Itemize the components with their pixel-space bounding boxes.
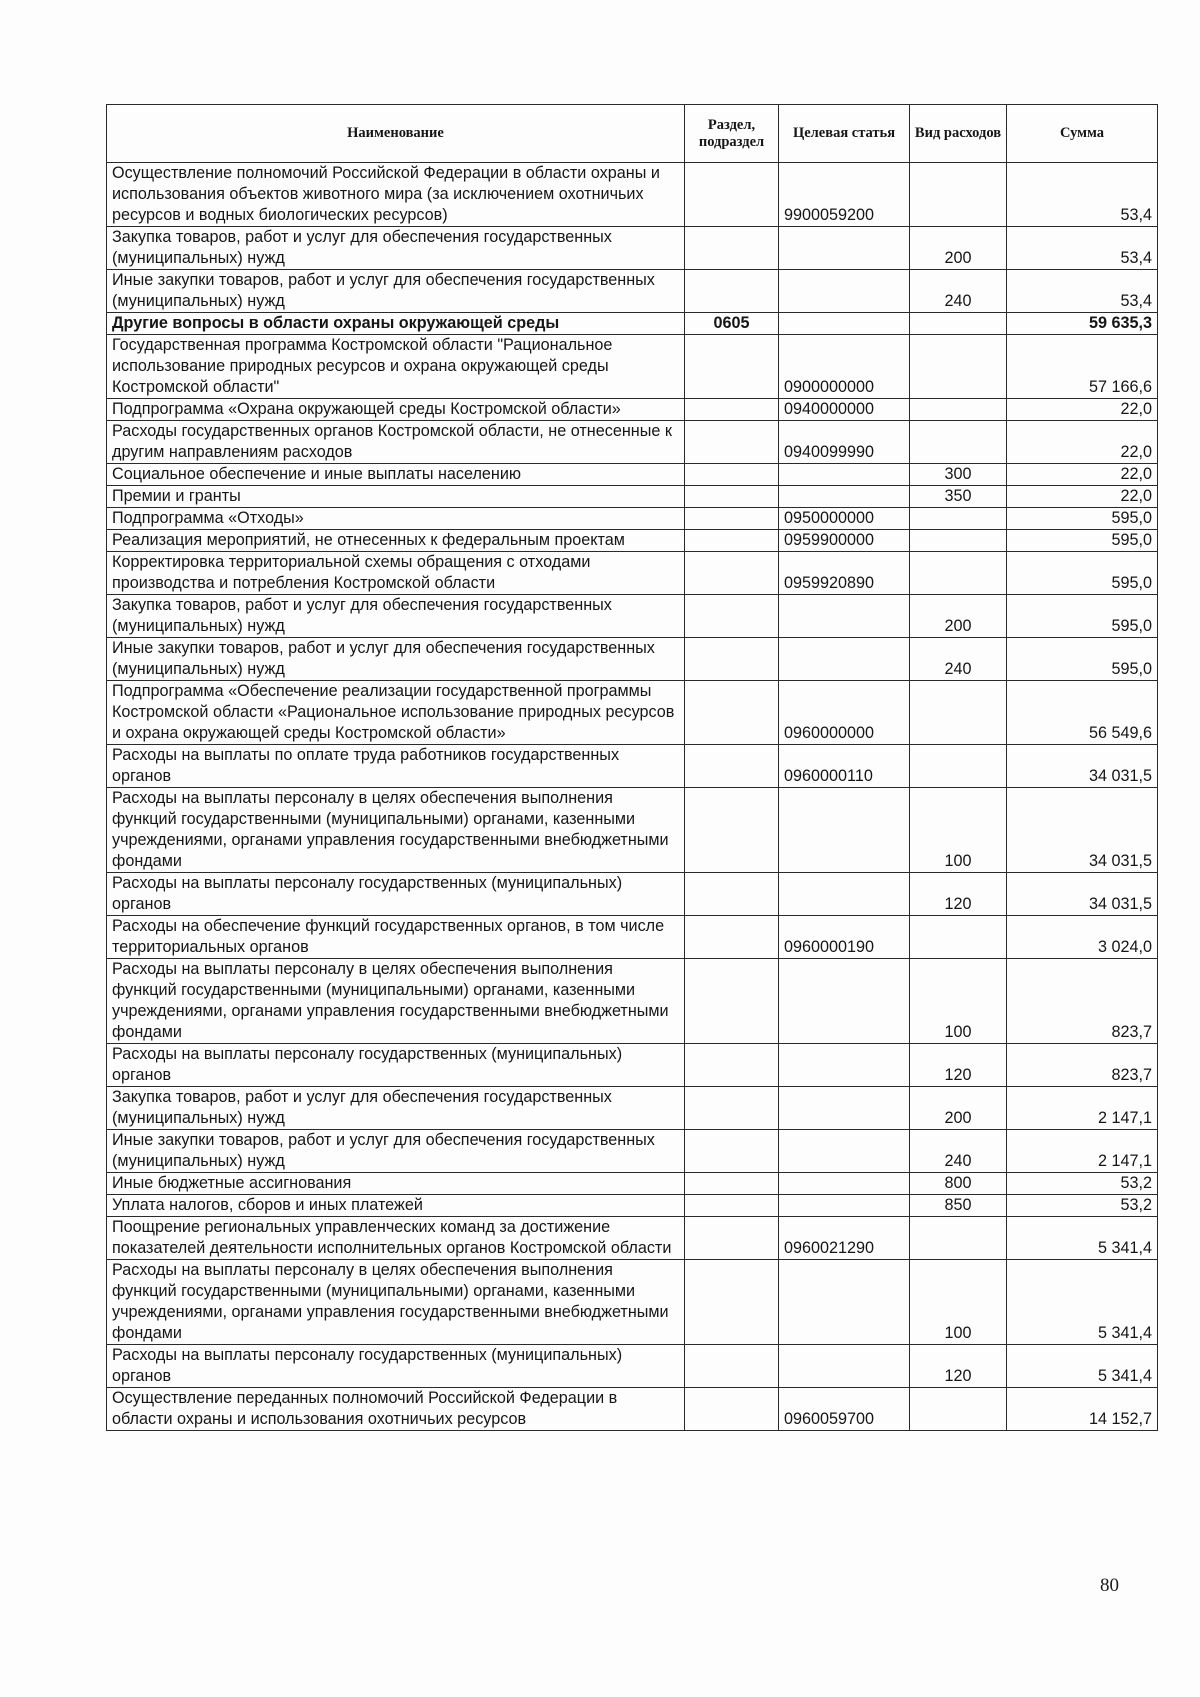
cell-sum: 57 166,6 bbox=[1007, 335, 1158, 399]
cell-section bbox=[685, 486, 779, 508]
table-row bbox=[107, 638, 1158, 681]
cell-target: 0940000000 bbox=[779, 399, 910, 421]
cell-target bbox=[779, 1345, 910, 1388]
cell-section bbox=[685, 1044, 779, 1087]
cell-target: 9900059200 bbox=[779, 163, 910, 227]
cell-kind: 100 bbox=[910, 788, 1007, 873]
cell-kind: 800 bbox=[910, 1173, 1007, 1195]
table-row bbox=[107, 745, 1158, 788]
cell-name: Расходы на выплаты персоналу в целях обеспечения выполнения функций государственными (муниципальными) органами, казенными учреждениями, органами управления государственными внебюджетными фондами bbox=[107, 959, 685, 1044]
cell-section bbox=[685, 335, 779, 399]
cell-section bbox=[685, 1217, 779, 1260]
cell-sum: 5 341,4 bbox=[1007, 1217, 1158, 1260]
cell-kind bbox=[910, 552, 1007, 595]
cell-kind bbox=[910, 399, 1007, 421]
cell-kind: 350 bbox=[910, 486, 1007, 508]
cell-kind: 200 bbox=[910, 227, 1007, 270]
cell-sum: 56 549,6 bbox=[1007, 681, 1158, 745]
cell-name: Осуществление переданных полномочий Российской Федерации в области охраны и использования охотничьих ресурсов bbox=[107, 1388, 685, 1431]
cell-name: Закупка товаров, работ и услуг для обеспечения государственных (муниципальных) нужд bbox=[107, 227, 685, 270]
cell-name: Премии и гранты bbox=[107, 486, 685, 508]
cell-kind bbox=[910, 916, 1007, 959]
cell-target: 0960000190 bbox=[779, 916, 910, 959]
table-row bbox=[107, 270, 1158, 313]
table-header bbox=[107, 105, 1158, 163]
table-row bbox=[107, 335, 1158, 399]
cell-sum: 5 341,4 bbox=[1007, 1345, 1158, 1388]
table-row bbox=[107, 1087, 1158, 1130]
cell-target bbox=[779, 873, 910, 916]
cell-section bbox=[685, 959, 779, 1044]
cell-kind bbox=[910, 508, 1007, 530]
cell-section bbox=[685, 163, 779, 227]
cell-sum: 823,7 bbox=[1007, 959, 1158, 1044]
cell-name: Расходы на выплаты по оплате труда работников государственных органов bbox=[107, 745, 685, 788]
cell-sum: 34 031,5 bbox=[1007, 873, 1158, 916]
cell-kind bbox=[910, 1217, 1007, 1260]
cell-name: Корректировка территориальной схемы обращения с отходами производства и потребления Костромской области bbox=[107, 552, 685, 595]
table-row bbox=[107, 486, 1158, 508]
cell-target: 0950000000 bbox=[779, 508, 910, 530]
cell-target: 0960021290 bbox=[779, 1217, 910, 1260]
header-row bbox=[107, 105, 1158, 163]
cell-target bbox=[779, 959, 910, 1044]
cell-name: Расходы на выплаты персоналу государственных (муниципальных) органов bbox=[107, 1044, 685, 1087]
cell-kind: 120 bbox=[910, 1044, 1007, 1087]
cell-name: Осуществление полномочий Российской Федерации в области охраны и использования объектов животного мира (за исключением охотничьих ресурсов и водных биологических ресурсов) bbox=[107, 163, 685, 227]
page-number: 80 bbox=[1100, 1575, 1119, 1596]
cell-target bbox=[779, 313, 910, 335]
cell-kind bbox=[910, 163, 1007, 227]
cell-sum: 14 152,7 bbox=[1007, 1388, 1158, 1431]
cell-target bbox=[779, 1044, 910, 1087]
table-row bbox=[107, 1217, 1158, 1260]
cell-section bbox=[685, 745, 779, 788]
cell-kind bbox=[910, 421, 1007, 464]
cell-target: 0959920890 bbox=[779, 552, 910, 595]
budget-table bbox=[106, 104, 1158, 1431]
table-body bbox=[107, 163, 1158, 1431]
table-row bbox=[107, 163, 1158, 227]
cell-section bbox=[685, 508, 779, 530]
cell-name: Иные закупки товаров, работ и услуг для обеспечения государственных (муниципальных) нужд bbox=[107, 1130, 685, 1173]
cell-sum: 53,4 bbox=[1007, 270, 1158, 313]
cell-sum: 2 147,1 bbox=[1007, 1130, 1158, 1173]
cell-sum: 595,0 bbox=[1007, 552, 1158, 595]
cell-section bbox=[685, 1087, 779, 1130]
table-row bbox=[107, 1195, 1158, 1217]
cell-sum: 53,4 bbox=[1007, 163, 1158, 227]
cell-target bbox=[779, 1195, 910, 1217]
cell-sum: 53,2 bbox=[1007, 1173, 1158, 1195]
cell-section: 0605 bbox=[685, 313, 779, 335]
cell-kind: 240 bbox=[910, 270, 1007, 313]
cell-section bbox=[685, 595, 779, 638]
cell-target: 0959900000 bbox=[779, 530, 910, 552]
cell-target bbox=[779, 464, 910, 486]
cell-name: Поощрение региональных управленческих команд за достижение показателей деятельности исполнительных органов Костромской области bbox=[107, 1217, 685, 1260]
cell-sum: 53,4 bbox=[1007, 227, 1158, 270]
cell-name: Социальное обеспечение и иные выплаты населению bbox=[107, 464, 685, 486]
table-row bbox=[107, 508, 1158, 530]
cell-kind: 120 bbox=[910, 1345, 1007, 1388]
header-kind: Вид расходов bbox=[910, 105, 1007, 163]
cell-kind: 300 bbox=[910, 464, 1007, 486]
table-row bbox=[107, 916, 1158, 959]
cell-name: Расходы на выплаты персоналу государственных (муниципальных) органов bbox=[107, 873, 685, 916]
cell-section bbox=[685, 530, 779, 552]
cell-kind bbox=[910, 530, 1007, 552]
table-row bbox=[107, 421, 1158, 464]
cell-name: Уплата налогов, сборов и иных платежей bbox=[107, 1195, 685, 1217]
cell-sum: 22,0 bbox=[1007, 421, 1158, 464]
cell-name: Подпрограмма «Охрана окружающей среды Костромской области» bbox=[107, 399, 685, 421]
table-row bbox=[107, 1260, 1158, 1345]
cell-name: Государственная программа Костромской области "Рациональное использование природных ресурсов и охрана окружающей среды Костромской области" bbox=[107, 335, 685, 399]
cell-target bbox=[779, 270, 910, 313]
cell-name: Иные закупки товаров, работ и услуг для обеспечения государственных (муниципальных) нужд bbox=[107, 270, 685, 313]
table-row bbox=[107, 788, 1158, 873]
table-row bbox=[107, 1345, 1158, 1388]
table-row bbox=[107, 227, 1158, 270]
cell-kind bbox=[910, 681, 1007, 745]
cell-target: 0960000110 bbox=[779, 745, 910, 788]
header-sum: Сумма bbox=[1007, 105, 1158, 163]
cell-kind: 100 bbox=[910, 1260, 1007, 1345]
cell-sum: 5 341,4 bbox=[1007, 1260, 1158, 1345]
cell-sum: 53,2 bbox=[1007, 1195, 1158, 1217]
table-row bbox=[107, 552, 1158, 595]
header-target: Целевая статья bbox=[779, 105, 910, 163]
cell-sum: 22,0 bbox=[1007, 399, 1158, 421]
cell-section bbox=[685, 1173, 779, 1195]
table-row bbox=[107, 1130, 1158, 1173]
cell-kind bbox=[910, 313, 1007, 335]
cell-sum: 2 147,1 bbox=[1007, 1087, 1158, 1130]
cell-target bbox=[779, 595, 910, 638]
cell-sum: 595,0 bbox=[1007, 638, 1158, 681]
cell-target bbox=[779, 638, 910, 681]
cell-target bbox=[779, 1087, 910, 1130]
cell-section bbox=[685, 1345, 779, 1388]
cell-name: Подпрограмма «Обеспечение реализации государственной программы Костромской области «Рациональное использование природных ресурсов и охрана окружающей среды Костромской области» bbox=[107, 681, 685, 745]
cell-target: 0940099990 bbox=[779, 421, 910, 464]
table-row bbox=[107, 313, 1158, 335]
cell-sum: 59 635,3 bbox=[1007, 313, 1158, 335]
cell-sum: 34 031,5 bbox=[1007, 745, 1158, 788]
cell-target bbox=[779, 1173, 910, 1195]
table-row bbox=[107, 1173, 1158, 1195]
cell-section bbox=[685, 421, 779, 464]
cell-kind: 200 bbox=[910, 1087, 1007, 1130]
cell-sum: 34 031,5 bbox=[1007, 788, 1158, 873]
cell-section bbox=[685, 1388, 779, 1431]
cell-name: Закупка товаров, работ и услуг для обеспечения государственных (муниципальных) нужд bbox=[107, 595, 685, 638]
cell-target bbox=[779, 788, 910, 873]
table-row bbox=[107, 464, 1158, 486]
cell-sum: 22,0 bbox=[1007, 486, 1158, 508]
cell-section bbox=[685, 638, 779, 681]
table-row bbox=[107, 530, 1158, 552]
cell-section bbox=[685, 270, 779, 313]
cell-name: Расходы на выплаты персоналу в целях обеспечения выполнения функций государственными (муниципальными) органами, казенными учреждениями, органами управления государственными внебюджетными фондами bbox=[107, 788, 685, 873]
cell-section bbox=[685, 788, 779, 873]
cell-kind: 200 bbox=[910, 595, 1007, 638]
table-row bbox=[107, 595, 1158, 638]
table-row bbox=[107, 399, 1158, 421]
cell-section bbox=[685, 873, 779, 916]
cell-section bbox=[685, 681, 779, 745]
cell-section bbox=[685, 916, 779, 959]
cell-target bbox=[779, 486, 910, 508]
cell-kind bbox=[910, 745, 1007, 788]
cell-name: Иные бюджетные ассигнования bbox=[107, 1173, 685, 1195]
cell-section bbox=[685, 464, 779, 486]
cell-name: Другие вопросы в области охраны окружающей среды bbox=[107, 313, 685, 335]
cell-target bbox=[779, 1130, 910, 1173]
cell-sum: 595,0 bbox=[1007, 508, 1158, 530]
cell-name: Реализация мероприятий, не отнесенных к федеральным проектам bbox=[107, 530, 685, 552]
cell-section bbox=[685, 1130, 779, 1173]
cell-section bbox=[685, 1195, 779, 1217]
cell-sum: 22,0 bbox=[1007, 464, 1158, 486]
cell-kind: 850 bbox=[910, 1195, 1007, 1217]
cell-kind: 120 bbox=[910, 873, 1007, 916]
cell-sum: 595,0 bbox=[1007, 595, 1158, 638]
cell-sum: 3 024,0 bbox=[1007, 916, 1158, 959]
cell-kind: 100 bbox=[910, 959, 1007, 1044]
table-row bbox=[107, 681, 1158, 745]
cell-kind bbox=[910, 1388, 1007, 1431]
cell-name: Закупка товаров, работ и услуг для обеспечения государственных (муниципальных) нужд bbox=[107, 1087, 685, 1130]
table-row bbox=[107, 1388, 1158, 1431]
cell-name: Иные закупки товаров, работ и услуг для обеспечения государственных (муниципальных) нужд bbox=[107, 638, 685, 681]
cell-target bbox=[779, 227, 910, 270]
table-row bbox=[107, 959, 1158, 1044]
table-row bbox=[107, 873, 1158, 916]
header-name: Наименование bbox=[107, 105, 685, 163]
cell-section bbox=[685, 1260, 779, 1345]
cell-target bbox=[779, 1260, 910, 1345]
cell-section bbox=[685, 552, 779, 595]
cell-section bbox=[685, 227, 779, 270]
cell-sum: 823,7 bbox=[1007, 1044, 1158, 1087]
cell-section bbox=[685, 399, 779, 421]
cell-target: 0960059700 bbox=[779, 1388, 910, 1431]
cell-kind bbox=[910, 335, 1007, 399]
cell-sum: 595,0 bbox=[1007, 530, 1158, 552]
cell-kind: 240 bbox=[910, 1130, 1007, 1173]
cell-name: Расходы на обеспечение функций государственных органов, в том числе территориальных органов bbox=[107, 916, 685, 959]
cell-name: Расходы на выплаты персоналу государственных (муниципальных) органов bbox=[107, 1345, 685, 1388]
table-row bbox=[107, 1044, 1158, 1087]
cell-target: 0960000000 bbox=[779, 681, 910, 745]
header-section: Раздел, подраздел bbox=[685, 105, 779, 163]
cell-kind: 240 bbox=[910, 638, 1007, 681]
cell-name: Подпрограмма «Отходы» bbox=[107, 508, 685, 530]
cell-target: 0900000000 bbox=[779, 335, 910, 399]
cell-name: Расходы на выплаты персоналу в целях обеспечения выполнения функций государственными (муниципальными) органами, казенными учреждениями, органами управления государственными внебюджетными фондами bbox=[107, 1260, 685, 1345]
cell-name: Расходы государственных органов Костромской области, не отнесенные к другим направлениям расходов bbox=[107, 421, 685, 464]
